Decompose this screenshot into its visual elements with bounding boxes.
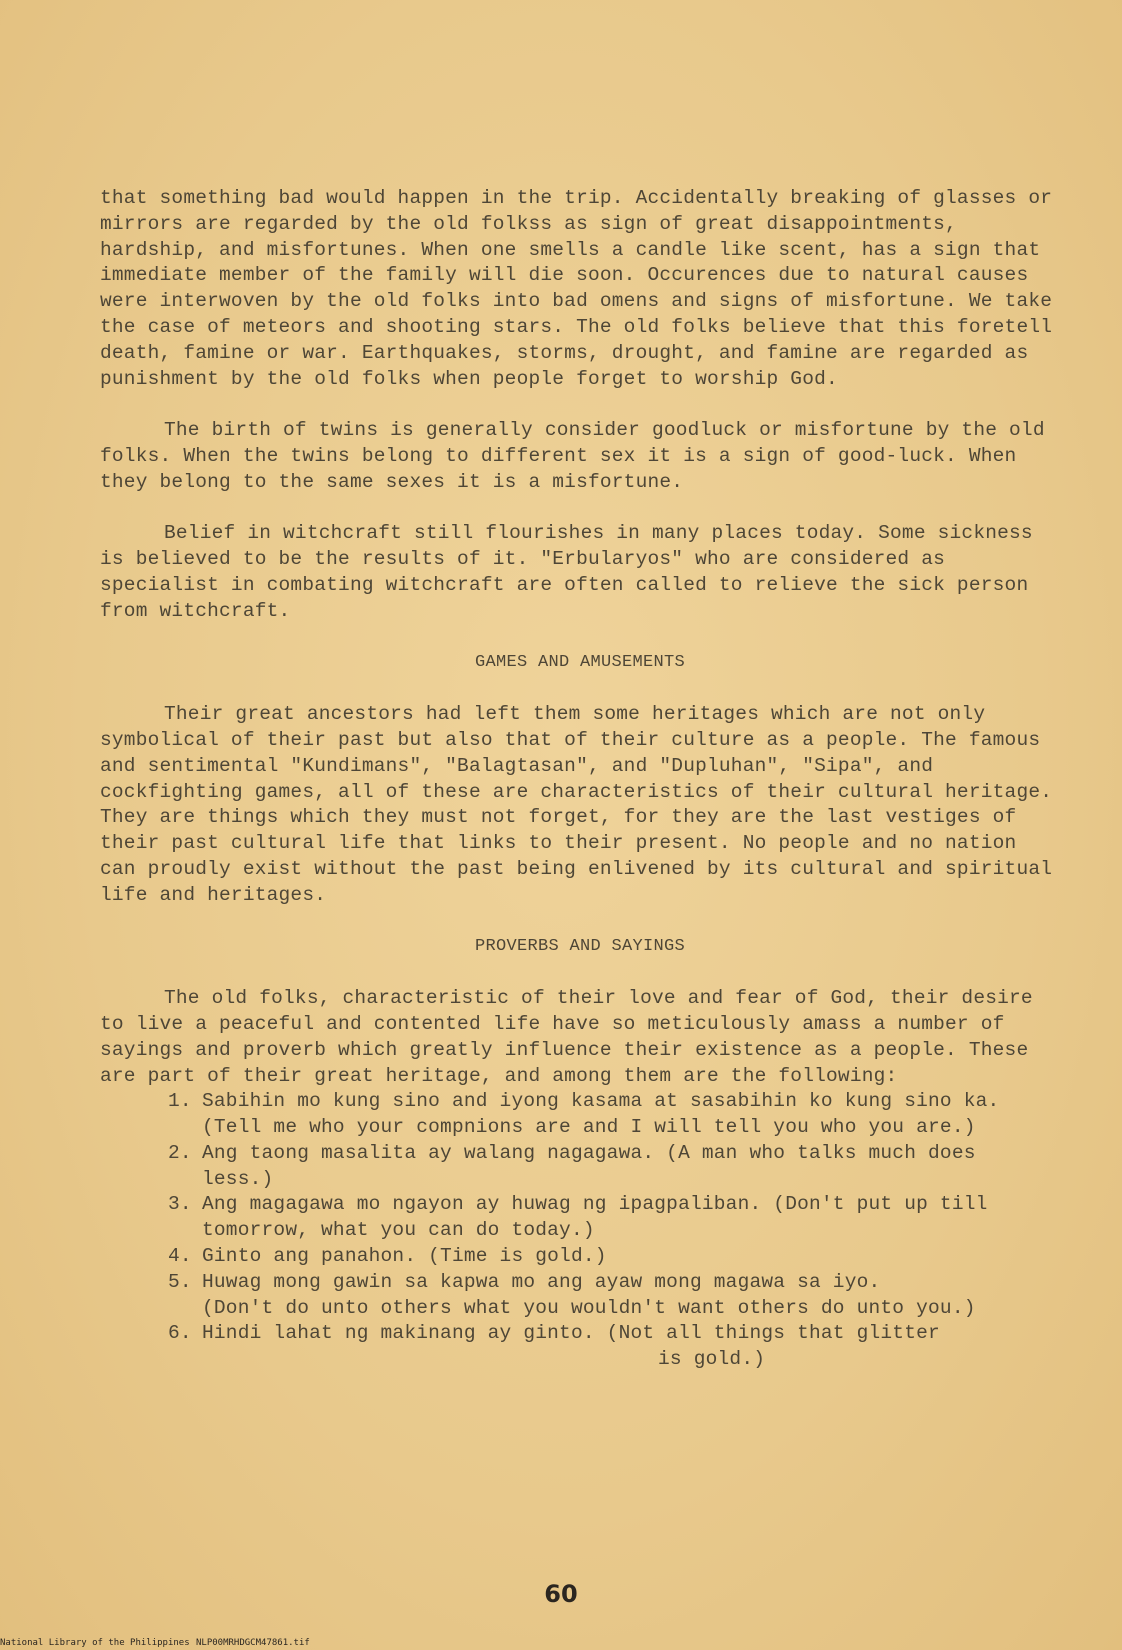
item-number: 4. <box>168 1245 192 1268</box>
item-number: 5. <box>168 1270 192 1293</box>
page-number: 60 <box>544 1580 578 1608</box>
proverb-translation: (Tell me who your compnions are and I will tell you who you are.) <box>202 1116 976 1139</box>
proverbs-intro: The old folks, characteristic of their love and fear of God, their desire to live a peaceful and contented life have so meticulously amass a number of sayings and proverb which greatly influence their existence as a people. These are part of their great heritage, and among them are the following: <box>100 987 1033 1087</box>
proverb-translation: less.) <box>202 1167 274 1190</box>
proverb-text: Hindi lahat ng makinang ay ginto. (Not all things that glitter <box>202 1322 940 1345</box>
paragraph-games: Their great ancestors had left them some heritages which are not only symbolical of their past but also that of their culture as a people. The famous and sentimental "Kundimans", "Balagtasan", and "Dupluhan", "Sipa", and cockfighting games, all of these are characteristics of their cultural heritage. They are things which they must not forget, for they are the last vestiges of their past cultural life that links to their present. No people and no nation can proudly exist without the past being enlivened by its cultural and spiritual life and heritages. <box>100 703 1053 906</box>
proverbs-heading: PROVERBS AND SAYINGS <box>474 937 686 957</box>
item-number: 1. <box>168 1090 192 1113</box>
proverb-text: Sabihin mo kung sino and iyong kasama at sasabihin ko kung sino ka. <box>202 1090 1000 1113</box>
item-number: 3. <box>168 1193 192 1216</box>
list-item <box>168 1321 1060 1373</box>
item-number: 2. <box>168 1141 192 1164</box>
list-item <box>168 1244 1060 1270</box>
proverb-translation: tomorrow, what you can do today.) <box>202 1219 595 1242</box>
page-body <box>100 186 1060 1373</box>
proverbs-list <box>100 1089 1060 1373</box>
proverb-translation: is gold.) <box>658 1348 766 1371</box>
proverb-text: Ang magagawa mo ngayon ay huwag ng ipagpaliban. (Don't put up till <box>202 1193 988 1216</box>
proverb-translation: (Don't do unto others what you wouldn't want others do unto you.) <box>202 1296 976 1319</box>
proverb-text: Ang taong masalita ay walang nagagawa. (A man who talks much does <box>202 1141 976 1164</box>
list-item <box>168 1270 1060 1322</box>
list-item <box>168 1192 1060 1244</box>
paragraph-witchcraft: Belief in witchcraft still flourishes in many places today. Some sickness is believed to be the results of it. "Erbularyos" who are considered as specialist in combating witchcraft are often called to relieve the sick person from witchcraft. <box>100 522 1033 622</box>
proverb-text: Huwag mong gawin sa kapwa mo ang ayaw mong magawa sa iyo. <box>202 1270 881 1293</box>
item-number: 6. <box>168 1322 192 1345</box>
list-item <box>168 1141 1060 1193</box>
proverb-text: Ginto ang panahon. (Time is gold.) <box>202 1245 607 1268</box>
footer-file-id: NLP00MRHDGCM47861.tif <box>196 1638 310 1648</box>
list-item <box>168 1089 1060 1141</box>
paragraph-twins: The birth of twins is generally consider goodluck or misfortune by the old folks. When the twins belong to different sex it is a sign of good-luck. When they belong to the same sexes it is a misfortune. <box>100 419 1045 493</box>
paragraph-omens: that something bad would happen in the trip. Accidentally breaking of glasses or mirrors are regarded by the old folkss as sign of great disappointments, hardship, and misfortunes. When one smells a candle like scent, has a sign that immediate member of the family will die soon. Occurences due to natural causes were interwoven by the old folks into bad omens and signs of misfortune. We take the case of meteors and shooting stars. The old folks believe that this foretell death, famine or war. Earthquakes, storms, drought, and famine are regarded as punishment by the old folks when people forget to worship God. <box>100 187 1053 390</box>
games-heading: GAMES AND AMUSEMENTS <box>474 653 686 673</box>
footer-library: National Library of the Philippines <box>0 1638 190 1648</box>
